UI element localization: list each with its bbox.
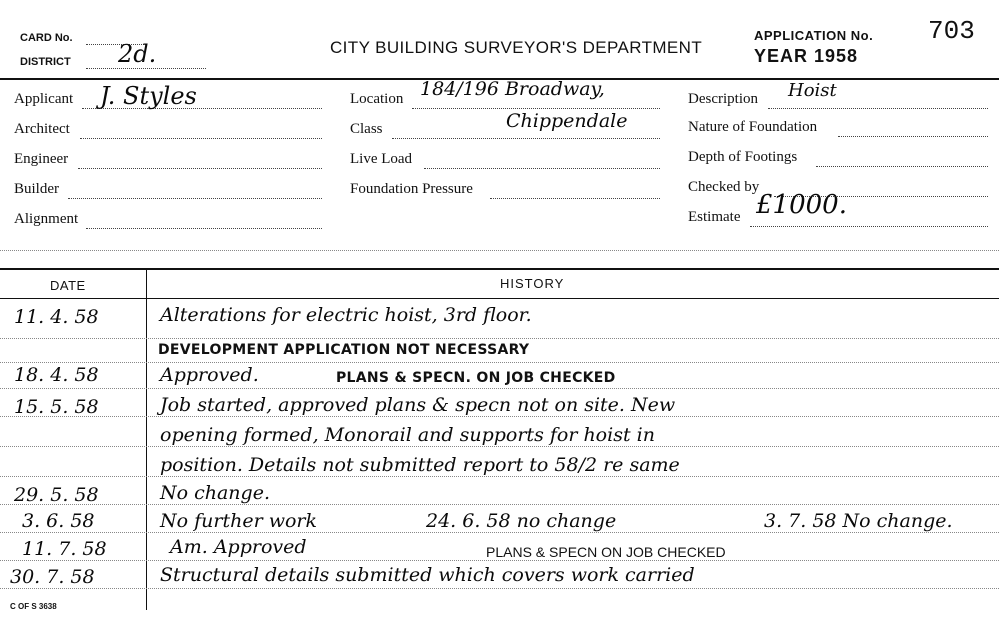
class-line [392, 138, 660, 139]
application-label: APPLICATION No. [754, 28, 874, 43]
builder-label: Builder [14, 181, 59, 197]
applicant-value: J. Styles [100, 82, 197, 110]
history-date-9: 11. 7. 58 [22, 538, 107, 560]
alignment-line [86, 228, 322, 229]
plans-checked-stamp-1: PLANS & SPECN. ON JOB CHECKED [336, 370, 616, 386]
history-entry-7: No change. [160, 482, 270, 504]
description-label: Description [688, 91, 758, 107]
engineer-line [78, 168, 322, 169]
fields-bottom-rule [0, 250, 999, 251]
depth-line [816, 166, 988, 167]
history-date-4: 15. 5. 58 [14, 396, 99, 418]
location-value-2: Chippendale [506, 110, 628, 132]
foundation-pressure-line [490, 198, 660, 199]
estimate-label: Estimate [688, 209, 741, 225]
date-column-header: DATE [50, 278, 86, 293]
history-date-3: 18. 4. 58 [14, 364, 99, 386]
history-entry-4: Job started, approved plans & specn not on site. New [160, 394, 676, 416]
architect-line [80, 138, 322, 139]
history-date-8: 3. 6. 58 [22, 510, 95, 532]
row-rule [0, 446, 999, 447]
history-entry-3: Approved. [160, 364, 259, 386]
row-rule [0, 588, 999, 589]
department-title: CITY BUILDING SURVEYOR'S DEPARTMENT [330, 38, 703, 57]
history-entry-1: Alterations for electric hoist, 3rd floor. [160, 304, 532, 326]
live-load-line [424, 168, 660, 169]
history-entry-8: No further work [160, 510, 317, 532]
history-date-7: 29. 5. 58 [14, 484, 99, 506]
district-value: 2d. [118, 40, 157, 68]
row-rule [0, 416, 999, 417]
foundation-pressure-label: Foundation Pressure [350, 181, 473, 197]
live-load-label: Live Load [350, 151, 413, 167]
location-line [412, 108, 660, 109]
row-rule [0, 362, 999, 363]
row-rule [0, 504, 999, 505]
history-entry-6: position. Details not submitted report to 58/2 re same [160, 454, 680, 476]
row-rule [0, 338, 999, 339]
builder-line [68, 198, 322, 199]
history-entry-10: Structural details submitted which covers work carried [160, 564, 695, 586]
history-date-10: 30. 7. 58 [10, 566, 95, 588]
plans-checked-stamp-2: PLANS & SPECN ON JOB CHECKED [486, 544, 726, 560]
alignment-label: Alignment [14, 211, 79, 227]
estimate-line [750, 226, 988, 227]
description-value: Hoist [788, 80, 837, 101]
row-rule [0, 476, 999, 477]
architect-label: Architect [14, 121, 70, 137]
location-value-1: 184/196 Broadway, [420, 78, 605, 100]
history-entry-9: Am. Approved [170, 536, 307, 558]
history-top-divider [0, 268, 999, 270]
location-label: Location [350, 91, 404, 107]
district-line [86, 68, 206, 69]
history-date-1: 11. 4. 58 [14, 306, 99, 328]
history-header-rule [0, 298, 999, 299]
nature-line [838, 136, 988, 137]
engineer-label: Engineer [14, 151, 69, 167]
checked-by-label: Checked by [688, 179, 760, 195]
history-column-header: HISTORY [500, 276, 565, 291]
history-entry-5: opening formed, Monorail and supports for hoist in [160, 424, 655, 446]
year-label: YEAR 1958 [754, 46, 859, 66]
row-rule [0, 388, 999, 389]
form-code: C OF S 3638 [10, 602, 57, 611]
card-no-label: CARD No. [20, 32, 73, 44]
district-label: DISTRICT [20, 56, 71, 68]
estimate-value: £1000. [756, 190, 847, 220]
description-line [768, 108, 988, 109]
card-number: 703 [928, 16, 975, 46]
applicant-label: Applicant [14, 91, 74, 107]
nature-of-foundation-label: Nature of Foundation [688, 119, 818, 135]
date-column-divider [146, 270, 147, 610]
depth-of-footings-label: Depth of Footings [688, 149, 798, 165]
row-rule [0, 532, 999, 533]
history-entry-8c: 3. 7. 58 No change. [764, 510, 953, 532]
development-stamp: DEVELOPMENT APPLICATION NOT NECESSARY [158, 342, 530, 358]
row-rule [0, 560, 999, 561]
class-label: Class [350, 121, 383, 137]
history-entry-8b: 24. 6. 58 no change [426, 510, 617, 532]
